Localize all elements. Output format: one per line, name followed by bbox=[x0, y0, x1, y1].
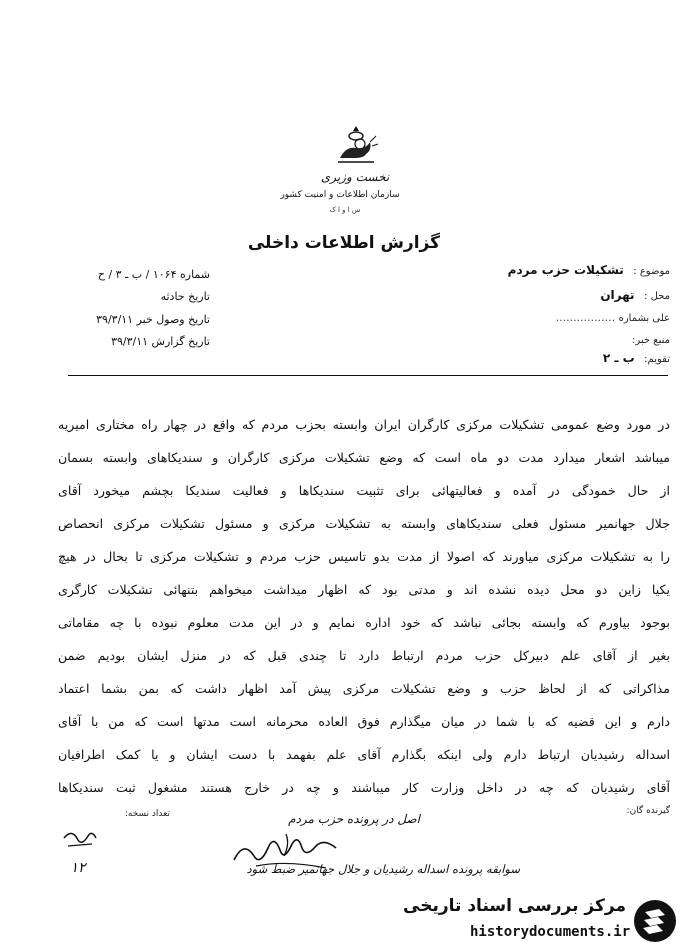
copies-label: تعداد نسخه: bbox=[124, 809, 170, 819]
body-line: در مورد وضع عمومی تشکیلات مرکزی کارگران ایران وابسته بحزب مردم که واقع در چهار راه مختاری امیریه bbox=[58, 417, 670, 432]
letterhead-abbreviation: س ا و ا ک bbox=[329, 206, 361, 214]
report-body bbox=[58, 408, 670, 804]
event-date: تاریخ حادثه bbox=[160, 290, 210, 303]
watermark-organization: مرکز بررسی اسناد تاریخی bbox=[403, 896, 626, 916]
body-line: بغیر از آقای علم دبیرکل حزب مردم ارتباط دارد تا چندی قبل که در منزل ایشان بودیم ضمن bbox=[58, 648, 670, 663]
recipients-label: گیرنده گان: bbox=[626, 806, 670, 816]
rating-label: تقویم: bbox=[644, 354, 670, 365]
source-field bbox=[430, 333, 670, 346]
watermark-website: historydocuments.ir bbox=[470, 924, 631, 940]
body-line: اسداله رشیدیان ارتباط دارم ولی اینکه بگذارم آقای علم بفهمد با دست ایشان و یا کمک اطرافیان bbox=[58, 747, 670, 762]
place-value: تهران bbox=[600, 288, 635, 302]
body-line: از حال خمودگی در آمده و فعالیتهائی برای تثبیت سندیکاها و فعالیت سندیکا بچشم میخورد آقای bbox=[58, 483, 670, 498]
rating-value: ب ـ ۲ bbox=[602, 351, 635, 365]
body-line: آقای رشیدیان که چه در داخل وزارت کار میباشند و چه در خارج هستند مشغول ثبت سندیکاها bbox=[58, 780, 670, 795]
document-number: شماره ۱۰۶۴ / ب ـ ۳ / ح bbox=[97, 268, 210, 281]
handwritten-note-top: اصل در پرونده حزب مردم bbox=[288, 812, 420, 826]
header-divider bbox=[68, 375, 668, 376]
received-date: تاریخ وصول خبر ۳۹/۳/۱۱ bbox=[96, 313, 210, 326]
body-line: مذاکراتی که از لحاظ حزب و وضع تشکیلات مرکزی پیش آمد اظهار داشت که بمن بشما اعتماد bbox=[58, 681, 670, 696]
body-line: را به تشکیلات مرکزی میاورند که اصولا از مدت بدو تاسیس حزب مردم و تشکیلات مرکزی تا بحال در هیچ bbox=[58, 549, 670, 564]
margin-number: ۱۲ bbox=[70, 860, 86, 876]
lion-and-sun-emblem-icon bbox=[330, 124, 382, 166]
body-line: بوجود بیاورم که وابسته بجائی نباشد که خود اداره نمایم و در این مدت معلوم نبوده با چه مقاماتی bbox=[58, 615, 670, 630]
body-line: دارم و این قضیه که با شما در میان میگذارم فوق العاده محرمانه است مدتها است که من با آقای bbox=[58, 714, 670, 729]
subject-field bbox=[430, 263, 670, 277]
subject-value: تشکیلات حزب مردم bbox=[507, 263, 624, 277]
subject-label: موضوع : bbox=[633, 266, 670, 277]
rating-field bbox=[430, 351, 670, 365]
body-line: میباشد اشعار میدارد مدت دو ماه است که وضع تشکیلات مرکزی کارگران و سندیکاهای وابسته بسمان bbox=[58, 450, 670, 465]
place-label: محل : bbox=[644, 291, 670, 302]
report-date: تاریخ گزارش ۳۹/۳/۱۱ bbox=[111, 335, 210, 348]
letterhead-organization: سازمان اطلاعات و امنیت کشور bbox=[280, 190, 400, 200]
source-label: منبع خبر: bbox=[632, 335, 670, 346]
letterhead-ministry: نخست وزیری bbox=[320, 170, 390, 184]
annex-label: علی بشماره bbox=[618, 313, 670, 324]
document-title: گزارش اطلاعات داخلی bbox=[247, 233, 440, 253]
body-line: جلال جهانمیر مسئول فعلی سندیکاهای وابسته به تشکیلات مرکزی و مسئول تشکیلات مرکزی انحصاص bbox=[58, 516, 670, 531]
handwritten-note-bottom: سوابقه پرونده اسداله رشیدیان و جلال جهانمیر ضبط شود bbox=[246, 862, 520, 876]
place-field bbox=[430, 288, 670, 302]
annex-dots: ................. bbox=[555, 311, 616, 324]
annex-field bbox=[430, 311, 670, 324]
archive-logo-icon bbox=[632, 898, 678, 944]
body-line: یکیا زاین دو محل دیده نشده اند و مدتی بود که اظهار میداشت میخواهم بتنهائی تشکیلات کارگری bbox=[58, 582, 670, 597]
handwritten-signature-icon bbox=[226, 826, 366, 874]
